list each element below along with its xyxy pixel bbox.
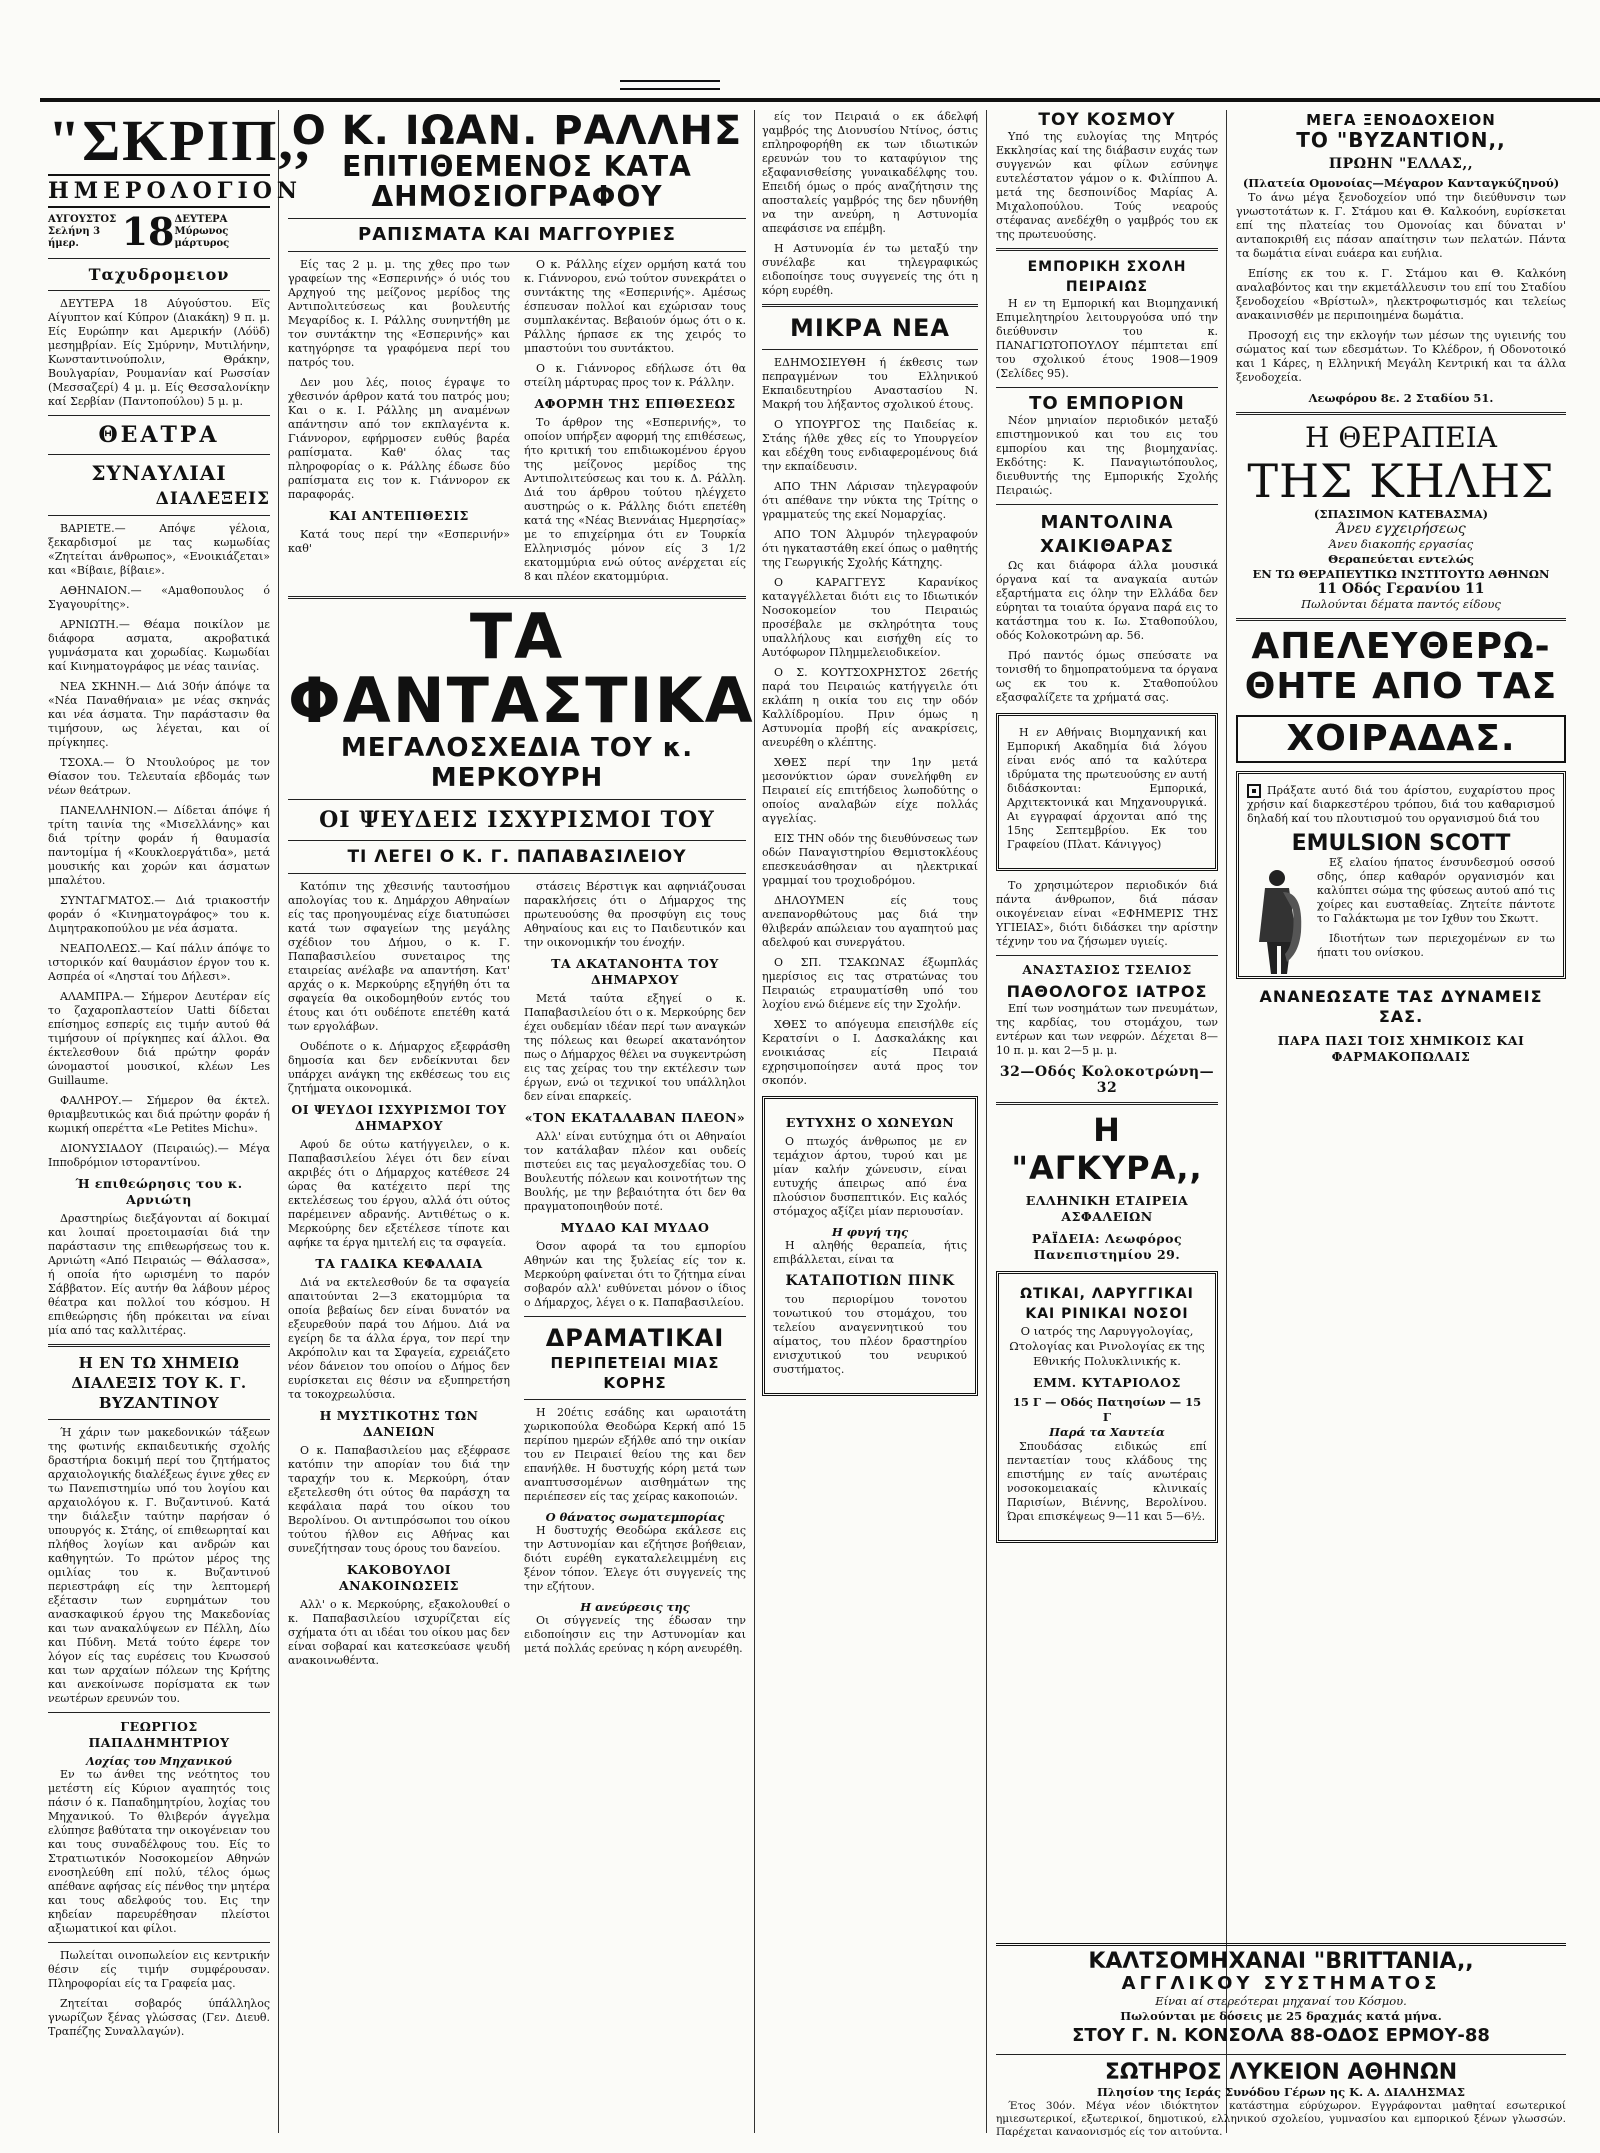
chem-text: Ή χάριν των μακεδονικών τάξεων της φωτινής εκπαιδευτικής σχολής δραστήρια δοκιμή περί του ζητήματος αρχαιολογικής διαλέξεως έγινε χθες εν τω Πανεπιστημίω υπό του λογίου και αρχαιολόγου κ. Γ. Βυζαντινού. Κατά την διάλεξιν ταύτην παρήσαν ό υπουργός κ. Στάης, οί επιθεωρηταί και πλήθος λογίων και ανδρών και καθηγητών. Το πρώτον μέρος της ομιλίας του κ. Βυζαντινού περιεστράφη είς την λεπτομερή εξέτασιν των ευρημάτων του ανασκαφικού έργου της Μακεδονίας και των ανακαλύψεων εν Πέλλη, Δίω και Πύδνη. Μετά τούτο έφερε τον λόγον είς τας ευρέσεις του Κνωσσού και των αρχαίων πόλεων της Κρήτης και ανεκοίνωσε πορίσματα εκ των νεωτέρων ερευνών του.	[48, 1426, 270, 1705]
hotel-name: ΤΟ "ΒΥΖΑΝΤΙΟΝ,,	[1296, 128, 1506, 152]
lyceum-text: Πλησίον της Ιεράς Συνόδου Γέρων ης Κ. Α. ΔΙΑΛΗΣΜΑΣ	[1096, 2085, 1465, 2099]
emporion-heading: ΤΟ ΕΜΠΟΡΙΟΝ	[1029, 393, 1185, 414]
news-item: Ο ΥΠΟΥΡΓΟΣ της Παιδείας κ. Στάης ήλθε χθες είς το Υπουργείον και εδέχθη τους ενδιαφερομένους διά την εκπαίδευσιν.	[762, 418, 978, 473]
news-item: ΑΠΟ ΤΟΝ Άλμυρόν τηλεγραφούν ότι ηγκαταστάθη εκεί όπως ο μαθητής της Γεωργικής Σχολής Κάτηχης.	[762, 528, 978, 569]
school-text: Η εν τη Εμπορική και Βιομηχανική Επιμελητηρίου λειτουργούσα υπό την διεύθυνσιν του κ. ΠΑΝΑΓΙΩΤΟΠΟΥΛΟΥ πέμπτεται επί του σχολικού έτους 1908—1909 (Σελίδες 95).	[996, 297, 1218, 380]
pseudo-heading: ΟΙ ΨΕΥΔΟΙ ΙΣΧΥΡΙΣΜΟΙ ΤΟΥ ΔΗΜΑΡΧΟΥ	[291, 1102, 507, 1133]
dram-subheadline: ΠΕΡΙΠΕΤΕΙΑΙ ΜΙΑΣ ΚΟΡΗΣ	[550, 1354, 720, 1392]
hotel-text: Το άνω μέγα ξενοδοχείον υπό την διεύθυνσιν των γνωστοτάτων κ. Γ. Στάμου και Θ. Καλκοόνη, ευρίσκεται επί της πλατείας του Ομονοίας και δύναται ν' ανταποκριθή εις πάσαν απαίτησιν των πελατών. Πάντα τα δωμάτια είναι ευάερα και ευήλια.	[1236, 191, 1566, 260]
akat-text: Μετά ταύτα εξηγεί ο κ. Παπαβασιλείου ότι ο κ. Μερκούρης δεν έχει ουδεμίαν ιδέαν περί των αναγκών της πόλεως και θεωρεί ακατανόητον πως ο Δήμαρχος θέλει να συγκεντρώση εις τας χείρας του την εκτέλεσιν των έργων, ενώ οι τεχνικοί του υπάλληλοι δεν είναι επαρκείς.	[524, 992, 746, 1103]
post-heading: Ταχυδρομειον	[88, 265, 230, 284]
ankyra-subheading: ΕΛΛΗΝΙΚΗ ΕΤΑΙΡΕΙΑ ΑΣΦΑΛΕΙΩΝ	[1025, 1193, 1189, 1224]
lyceum-heading: ΣΩΤΗΡΟΣ ΛΥΚΕΙΟΝ ΑΘΗΝΩΝ	[1104, 2060, 1458, 2085]
column-ads	[1236, 110, 1566, 1953]
date-day: 18	[121, 209, 175, 254]
brittania-heading: ΚΑΛΤΣΟΜΗΧΑΝΑΙ "BRITTANIA,,	[1088, 1949, 1474, 1974]
fisherman-with-fish-icon	[1247, 862, 1309, 980]
bottom-ads	[996, 1943, 1566, 2138]
theatre-entry: ΦΑΛΗΡΟΥ.— Σήμερον θα έκτελ. θριαμβευτικώς και διά πρώτην φοράν ή κωμική οπερέττα «Le Petites Michu».	[48, 1094, 270, 1135]
date-saint: Μύρωνος μάρτυρος	[174, 226, 230, 249]
theatre-entry: ΑΡΝΙΩΤΗ.— Θέαμα ποικίλον με διάφορα ασματα, ακροβατικά γυμνάσματα και χορωδίας. Κωμωδίαι καί Κινηματογράφος με νέας ταινίας.	[48, 618, 270, 673]
therapy-sub: (ΣΠΑΣΙΜΟΝ ΚΑΤΕΒΑΣΜΑ)	[1313, 507, 1489, 521]
mydo-text: Όσον αφορά τα του εμπορίου Αθηνών και της ξυλείας είς τον κ. Μερκούρη φαίνεται ότι το ζήτημα είναι σοβαρόν αλλ' ευθύνεται μόνον ο ίδιος ο Δήμαρχος, λέγει ο κ. Παπαβασιλείου.	[524, 1240, 746, 1309]
arniotis-heading: Ή επιθεώρησις του κ. Αρνιώτη	[75, 1176, 243, 1207]
news-item: ΔΗΛΟΥΜΕΝ είς τους ανεπανορθώτους μας διά την θλιβεράν απώλειαν του αγαπητού μας αδελφού και συνεργάτου.	[762, 894, 978, 949]
top-rule-mark	[620, 88, 720, 90]
brittania-text: Είναι αί στερεότεραι μηχαναί του Κόσμου.	[1155, 1994, 1407, 2008]
akat-heading: ΤΑ ΑΚΑΤΑΝΟΗΤΑ ΤΟΥ ΔΗΜΑΡΧΟΥ	[551, 956, 719, 987]
mandolin-text: Ως και διάφορα άλλα μουσικά όργανα καί τα αναγκαία αυτών εξαρτήματα εις όλην την Ελλάδα δεν εύρηται τα τοιαύτα όργανα παρά εις το κατάστημα του κ. Ιω. Σταθοπούλου, οδός Κολοκοτρώνη αρ. 56.	[996, 559, 1218, 642]
aformi-text: Το άρθρον της «Εσπερινής», το οποίον υπήρξεν αφορμή της επιθέσεως, ήτο κριτική του επιδιωκομένου έργου της μείζονος μερίδος της Αντιπολιτεύσεως και του κ. Δ. Ράλλη. Διά του άρθρου τούτου ηλέγχετο αυστηρώς ο κ. Ράλλης διότι επετέθη κατά της «Νέας Βιεννάιας Ημερησίας» με το επιχείρημα ότι εν Τουρκία Ελληνισμός μόνον είς 3 1/2 εκατομμύρια ενώ ούτος ανέρχεται είς 8 και πλέον εκατομμύρια.	[524, 416, 746, 583]
mandolin-text: Πρό παντός όμως σπεύσατε να τονισθή το δημοπρατούμενα τα όργανα ως εκ του κ. Σταθοπούλου εξασφαλίζετε τα χρήματά σας.	[996, 649, 1218, 704]
top-rule-mark	[620, 80, 720, 82]
scott-text: Ιδιοτήτων των περιεχομένων εν τω ήπατι του ονίσκου.	[1317, 932, 1555, 959]
academy-ad	[996, 713, 1218, 871]
fantastika-headline: ΤΑ ΦΑΝΤΑΣΤΙΚΑ	[288, 600, 755, 737]
rallis-headline-2: ΕΠΙΤΙΘΕΜΕΝΟΣ ΚΑΤΑ ΔΗΜΟΣΙΟΓΡΑΦΟΥ	[342, 150, 692, 213]
merkouris-text: στάσεις Βέρστιγκ και αφηνιάζουσαι παρακλήσεις ότι ο Δήμαρχος της πρωτευούσης θα προσφύγη εις τους Αθηναίους και εις το Παιδευτικόν και την οικονομικήν του ένοχήν.	[524, 880, 746, 949]
kosmos-heading: ΤΟΥ ΚΟΣΜΟΥ	[1038, 110, 1176, 130]
arniotis-text: Δραστηρίως διεξάγονται αί δοκιμαί και λοιπαί προετοιμασίαι διά την παράστασιν της επιθεωρήσεως του κ. Αρνιώτη «Από Πειραιώς — Θάλασσα», ή οποία ήτο ωρισμένη το παρόν Σάββατον. Είς αυτήν θα λάβουν μέρος θέατρα και πολλοί του κόσμου. Η επιθεώρησις ήδη πρόκειται να είναι μία από τας καλλιτέρας.	[48, 1212, 270, 1337]
mydo-heading: ΜΥΔΑΟ ΚΑΙ ΜΥΔΑΟ	[560, 1220, 710, 1235]
column-divider	[1226, 110, 1227, 2133]
lyceum-text: Έτος 30όν. Μέγα νέον ιδιόκτητον κατάστημα εύρύχωρον. Εγγράφονται μαθηταί εσωτερικοί ημιεσωτερικοί, εξωτερικοί, δημοτικού, ελληνικού σχολείου, γυμνασίου και εμπορικού ξένων γλωσσών. Παρέχεται καναονισμός είς τον αιτούντα.	[996, 2100, 1566, 2138]
kosmos-text: Υπό της ευλογίας της Μητρός Εκκλησίας καί της διάβασιν ευχάς των συγγενών και φίλων εσύνηψε ευτελέστατον γάμον ο κ. Φιλίππου Α. μετά της δεσποινίδος Μαρίας Α. Μιχαλοπούλου. Τούς νεαρούς στέφανας ανεδέχθη ο γαμβρός του εκ της πρωτευούσης.	[996, 130, 1218, 241]
news-item: ΧΘΕΣ περί την 1ην μετά μεσονύκτιον ώραν συνελήφθη εν Πειραιεί είς επιτήδειος λωποδύτης ο οποίος αναλαβών είχε πολλάς αγγελίας.	[762, 756, 978, 825]
theatre-entry: ΤΣΟΧΑ.— Ό Ντουλούρος με τον Θίασον του. Τελευταία εβδομάς των νέων θεάτρων.	[48, 756, 270, 797]
antep-heading: ΚΑΙ ΑΝΤΕΠΙΘΕΣΙΣ	[329, 508, 469, 523]
tagd-heading: ΤΑ ΓΑΔΙΚΑ ΚΕΦΑΛΑΙΑ	[315, 1256, 483, 1271]
classified: Ζητείται σοβαρός ύπάλληλος γνωρίζων ξένας γλώσσας (Γεν. Διευθ. Τραπέζης Συναλλαγών).	[48, 1997, 270, 2038]
news-item: ΑΠΟ ΤΗΝ Λάρισαν τηλεγραφούν ότι απέθανε την νύκτα της Τρίτης ο γραμματεύς της εκεί Νομαρχίας.	[762, 480, 978, 521]
news-item: Ο ΚΑΡΑΓΓΕΥΣ Καρανίκος καταγγέλλεται διότι εις το Ιδιωτικόν Νοσοκομείον του Πειραιώς προσέβαλε με σκληρότητα τους υπαλλήλους και εισήχθη είς το Αυτόφωρον Πλημμελειοδικείον.	[762, 576, 978, 659]
story-text: είς τον Πειραιά ο εκ άδελφή γαμβρός της Διονυσίου Ντίνος, όστις επληροφορήθη εκ των ιδιωτικών ερευνών του το καταφύγιον της εξαφανισθείσης γυναικαδέλφης του. Επειδή όμως ο πρός αναζήτησιν της αποσταλείς γαμβρός της δεν ηδυνήθη να την ανεύρη, η Αστυνομία απεφάσισε να επέμβη.	[762, 110, 978, 235]
theatre-entry: ΝΕΑ ΣΚΗΝΗ.— Διά 30ήν άπόψε τα «Νέα Παναθήναια» με νέας σκηνάς και νέα άσματα. Την παράστασιν θα τιμήσουν, ως λέγεται, και οί πρίγκηπες.	[48, 680, 270, 749]
merkouris-text: Κατόπιν της χθεσινής ταυτοσήμου απολογίας του κ. Δημάρχου Αθηναίων είς τας προηγουμένας είχε διατυπώσει κατά των σφαγείων της μεγάλης σχέδιον του Δήμου, ο κ. Γ. Παπαβασιλείου συνεταιρος της εταιρείας ανέλαβε να απαντήση. Κατ' αρχάς ο κ. Μερκούρης εξηγήθη ότι τα σφαγεία θα οικοδομηθούν εντός του έτους και ότι ουδέποτε επετέθη κατά των εργολάβων.	[288, 880, 510, 1033]
column-divider	[986, 110, 987, 2133]
dram-text: Η 20έτις εσάδης και ωραιοτάτη χωρικοπούλα Θεοδώρα Κερκή από 15 περίπου ημερών εξήλθε από την οικίαν του εν Πειραιεί θείου της και δεν επανήλθε. Η δυστυχής κόρη μετά των αναπτυσσομένων αισθημάτων της περιέπεσεν είς τας χείρας κακοποιών.	[524, 1406, 746, 1503]
rallis-subheadline: ΡΑΠΙΣΜΑΤΑ ΚΑΙ ΜΑΓΓΟΥΡΙΕΣ	[358, 224, 676, 245]
myst-heading: Η ΜΥΣΤΙΚΟΤΗΣ ΤΩΝ ΔΑΝΕΙΩΝ	[319, 1408, 479, 1439]
hotel-address-2: Λεωφόρου 8ε. 2 Σταδίου 51.	[1308, 391, 1494, 405]
calendar-subhead: ΗΜΕΡΟΛΟΓΙΟΝ	[48, 174, 270, 208]
calendar-masthead: "ΣΚΡΙΠ,,	[48, 108, 312, 173]
news-item: ΕΙΣ ΤΗΝ οδόν της διευθύνσεως των οδών Παναγιστηρίου Θεμιστοκλέους επεσκευάσθησαν αι ηλεκτρικαί γραμμαί του τροχιοδρόμου.	[762, 832, 978, 887]
pink-text: του περιορίμου τονοτου τονωτικού του στομάχου, του τελείου αναγεννητικού του αίματος, του πλέον δραστηρίου ενισχυτικού του νευρικού συστήματος.	[773, 1293, 967, 1376]
ankyra-address: ΡΑΪΔΕΙΑ: Λεωφόρος Πανεπιστημίου 29.	[1031, 1231, 1183, 1262]
mikra-heading: ΜΙΚΡΑ ΝΕΑ	[790, 314, 950, 342]
free-box	[1236, 715, 1566, 763]
scott-name: EMULSION SCOTT	[1291, 831, 1511, 856]
merkouris-text: Ουδέποτε ο κ. Δήμαρχος εξεφράσθη δημοσία και δεν ενδείκνυται δεν υπάρχει ανάγκη της εκθέσεως του εις ζητήματα οικονομικά.	[288, 1040, 510, 1095]
tagd-text: Διά να εκτελεσθούν δε τα σφαγεία απαιτούνται 2—3 εκατομμύρια τα οποία βεβαίως δεν είναι δυνατόν να εξευρεθούν παρά του Δήμου. Διά να εγείρη δε τα άλλα έργα, τον περί την Ακρόπολιν και τα Σφαγεία, εχρειάζετο νέον δάνειον του οποίου ο Δήμος δεν ευρίσκεται εις θέσιν να εξυπηρετήση τα τοκοχρεωλύσια.	[288, 1276, 510, 1401]
rallis-text: Ο κ. Γιάννορος εδήλωσε ότι θα στείλη μάρτυρας προς τον κ. Ράλλην.	[524, 362, 746, 389]
oto-text: Ο ιατρός της Λαρυγγολογίας, Ωτολογίας και Ρινολογίας εκ της Εθνικής Πολυκλινικής κ.	[1009, 1324, 1205, 1368]
hotel-text: Επίσης εκ του κ. Γ. Στάμου και Θ. Καλκόνη αναλαβόντος και την εκμετάλλευσιν του επί του Σταδίου ξενοδοχείου «Βρίστωλ», ηλεκτροφωτισμός και τελείως ανακαινισθέν με περιποιημένα δωμάτια.	[1236, 267, 1566, 322]
checkbox-ornament-icon	[1247, 784, 1261, 798]
therapy-line: ΕΝ ΤΩ ΘΕΡΑΠΕΥΤΙΚΩ ΙΝΣΤΙΤΟΥΤΩ ΑΘΗΝΩΝ	[1252, 567, 1550, 581]
oto-subheading: Παρά τα Χαυτεία	[1049, 1425, 1165, 1439]
dateline	[48, 209, 270, 254]
date-month: ΑΥΓΟΥΣΤΟΣ	[48, 214, 117, 225]
school-heading: ΕΜΠΟΡΙΚΗ ΣΧΟΛΗ ΠΕΙΡΑΙΩΣ	[1027, 259, 1187, 295]
story-text: Η Αστυνομία έν τω μεταξύ την συνέλαβε και τηλεγραφικώς ειδοποίησε τους συγγενείς της ότι η κόρη ευρέθη.	[762, 242, 978, 297]
scott-text: Εξ ελαίου ήπατος ένσυνδεσμού οσσού σδης, όπερ καθαρόν οργανισμόν και καλύπτει σώμα της φύσεως αυτού από τις χοίρες και ευσταθείας. Ζητείτε πάντοτε το Γαλάκτωμα με τον Ιχθυν του Σκωττ.	[1317, 856, 1555, 925]
oto-address: 15 Γ — Οδός Πατησίων — 15 Γ	[1012, 1395, 1202, 1424]
eytyx-subhead: Η φυγή της	[831, 1225, 909, 1239]
theatre-entry: ΑΛΑΜΠΡΑ.— Σήμερον Δευτέραν είς το ζαχαροπλαστείον Uatti δίδεται επίσημος εσπερίς εις τιμήν αυτού θά τιμήσουν οί πρίγκηπες καί άλλοι. Θα έκτελεσθουν διά πρώτην φοράν ώνομαστοί μουσικοί, κλέων Les Guillaume.	[48, 990, 270, 1087]
classified: Πωλείται οινοπωλείον εις κεντρικήν θέσιν είς τιμήν συμφέρουσαν. Πληροφορίαι είς τα Γραφεία μας.	[48, 1949, 270, 1990]
column-divider	[278, 110, 279, 2133]
hotel-text: Προσοχή εις την εκλογήν των μέσων της υγιεινής του σώματος καί των εδεσμάτων. Το Κλέδρον, ή Οδονοτοικό και 1 Κάρες, η Ελληνική Μεγάλη Κεντρική και τα άλλα ξενοδοχεία.	[1236, 329, 1566, 384]
antep-text: Κατά τους περί την «Εσπερινήν» καθ'	[288, 528, 510, 555]
column-main	[288, 108, 755, 2133]
column-calendar	[48, 108, 312, 2133]
oto-text: Σπουδάσας ειδικώς επί πενταετίαν τους κλάδους της επιστήμης εν ταίς ανωτέραις νοσοκομειακαίς κλινικαίς Παρισίων, Βιέννης, Βερολίνου. Ώραι επισκέψεως 9—11 και 5—6½.	[1007, 1440, 1207, 1523]
mandolin-heading: ΜΑΝΤΟΛΙΝΑ ΧΑΙΚΙΘΑΡΑΣ	[1040, 512, 1174, 557]
therapy-line: 11 Οδός Γερανίου 11	[1317, 581, 1485, 597]
date-moon: Σελήνη 3 ήμερ.	[48, 226, 101, 249]
therapy-line: Πωλούνται δέματα παντός είδους	[1301, 597, 1501, 611]
brittania-address: ΣΤΟΥ Γ. Ν. ΚΟΝΣΟΛΑ 88-ΟΔΟΣ ΕΡΜΟΥ-88	[1072, 2025, 1490, 2046]
dram-text: Η δυστυχής Θεοδώρα εκάλεσε εις την Αστυνομίαν και εζήτησε βοήθειαν, διότι ευρέθη εγκαταλελειμμένη εις ξένον τόπον. Έλεγε ότι συγγενείς της την εζήτουν.	[524, 1524, 746, 1593]
rallis-text: Είς τας 2 μ. μ. της χθες προ των γραφείων της «Εσπερινής» ό υιός του Αρχηγού της μείζονος μερίδος της Αντιπολιτεύσεως και βουλευτής Μεγαρίδος κ. Ι. Ράλλης συνηντήθη με τον συντάκτην της «Εσπερινής» και κατηγόρησε τα γραφόμενα περί του πατρός του.	[288, 258, 510, 369]
dram-subhead-3: Η ανεύρεσις της	[580, 1600, 690, 1614]
emporion-text: Νέον μηνιαίον περιοδικόν μεταξύ επιστημονικού και του εις του εμπορίου και της βιομηχανίας. Εκδότης: Κ. Παναγιωτόπουλος, διευθυντής της Εμπορικής Σχολής Πειραιώς.	[996, 414, 1218, 497]
scott-text: Πράξατε αυτό διά του άρίστου, ευχαρίστου προς χρήσιν καί διαρκεστέρου τρόπου, διά του καθαρισμού δηλαδή καί του πλουτισμού του οργανισμού διά του	[1247, 784, 1555, 825]
ankyra-heading: Η "ΑΓΚΥΡΑ,,	[1011, 1111, 1203, 1187]
therapy-line: Άνευ εγχειρήσεως	[1336, 521, 1466, 537]
oto-heading: ΩΤΙΚΑΙ, ΛΑΡΥΓΓΙΚΑΙ ΚΑΙ ΡΙΝΙΚΑΙ ΝΟΣΟΙ	[1020, 1286, 1194, 1322]
oto-ad	[996, 1271, 1218, 1543]
rallis-headline: Ο Κ. ΙΩΑΝ. ΡΑΛΛΗΣ	[291, 108, 743, 154]
news-item: ΕΔΗΜΟΣΙΕΥΘΗ ή έκθεσις των πεπραγμένων του Ελληνικού Εκπαιδευτηρίου Αναστασίου Ν. Μακρή του λήξαντος σχολικού έτους.	[762, 356, 978, 411]
dram-subhead-2: Ο θάνατος σωματεμπορίας	[545, 1510, 725, 1524]
pink-heading: ΚΑΤΑΠΟΤΙΩΝ ΠΙΝΚ	[785, 1273, 955, 1289]
fantastika-subheadline: ΜΕΓΑΛΟΣΧΕΔΙΑ ΤΟΥ κ. ΜΕΡΚΟΥΡΗ	[340, 733, 694, 793]
myst-text: Ο κ. Παπαβασιλείου μας εξέφρασε κατόπιν την απορίαν του διά την ταραχήν του κ. Μερκούρη, όταν εξετελεσθη ότι ούτος θα παράσχη τα κεφάλαια παρά του οίκου του Βερολίνου. Οι αντιπρόσωποι του οίκου τούτου ήλθον εις Αθήνας και συνεζήτησαν τους όρους του δανείου.	[288, 1444, 510, 1555]
papad-text: Εν τω άνθει της νεότητος του μετέστη είς Κύριον αγαπητός τοις πάσιν ό κ. Παπαδημητρίου, λοχίας του Μηχανικού. Το θλιβερόν άγγελμα ελύπησε βαθύτατα την οικογένειαν του και τους συναδέλφους του. Είς το Στρατιωτικόν Νοσοκομείον Αθηνών ενοσηλεύθη επί πολύ, τέλος όμως απέθανε αφήσας είς πένθος την μητέρα και τους αδελφούς του. Εις την κηδείαν παρευρέθησαν πλείστοι αξιωματικοί και φίλοι.	[48, 1768, 270, 1935]
hotel-previous-name: ΠΡΩΗΝ "ΕΛΛΑΣ,,	[1328, 156, 1474, 172]
tselios-subheading: ΠΑΘΟΛΟΓΟΣ ΙΑΤΡΟΣ	[1006, 982, 1208, 1001]
ekatal-text: Αλλ' είναι ευτύχημα ότι οι Αθηναίοι τον κατάλαβαν πλέον και ουδείς πιστεύει εις τας μεγαλοσχεδίας του. Ο Βουλευτής πόλεων και κοινοτήτων της Βουλής, με την βεβαιότητα ότι δεν θα πραγματοποιηθούν ποτέ.	[524, 1130, 746, 1213]
dram-text: Οι σύγγενείς της έδωσαν την ειδοποίησιν εις την Αστυνομίαν και μετά πολλάς ερεύνας η κόρη ανευρέθη.	[524, 1614, 746, 1655]
oto-name: ΕΜΜ. ΚΥΤΑΡΙΟΛΟΣ	[1033, 1375, 1181, 1390]
news-item: Ο ΣΠ. ΤΣΑΚΩΝΑΣ έξωμπλάς ημερίσιος εις τας στρατώνας του Πειραιώς ετραυματίσθη υπό του λοχίου ενώ διέμενε είς την Σχολήν.	[762, 956, 978, 1011]
theatre-entry: ΑΘΗΝΑΙΟΝ.— «Αμαθοπουλος ό Σγαγουρίτης».	[48, 584, 270, 611]
page-top-rule	[40, 98, 1600, 102]
therapy-line: Άνευ διακοπής εργασίας	[1328, 537, 1474, 551]
dram-headline: ΔΡΑΜΑΤΙΚΑΙ	[545, 1324, 725, 1352]
rallis-text: Δεν μου λές, ποιος έγραψε το χθεσινόν άρθρον κατά του πατρός μου; Και ο κ. Ι. Ράλλης μη αναμένων απάντησιν από τον εκπλαγέντα κ. Γιάννορον, εφήρμοσεν ευθύς βαρέα ραπίσματα. Καθ' όλας τας πληροφορίας ο κ. Ράλλης έδωσε δύο ραπίσματα εις τον κ. Γιάννορον εκ παραφοράς.	[288, 376, 510, 501]
restore-subheading: ΠΑΡΑ ΠΑΣΙ ΤΟΙΣ ΧΗΜΙΚΟΙΣ ΚΑΙ ΦΑΡΜΑΚΟΠΩΛΑΙΣ	[1277, 1033, 1525, 1064]
papad-subheading: Λοχίας του Μηχανικού	[86, 1755, 232, 1768]
theatre-entry: ΣΥΝΤΑΓΜΑΤΟΣ.— Διά τριακοστήν φοράν ό «Κινηματογράφος» του κ. Διμητρακοπούλου με νέα άσματα.	[48, 894, 270, 935]
fantastika-subheadline-3: ΤΙ ΛΕΓΕΙ Ο Κ. Γ. ΠΑΠΑΒΑΣΙΛΕΙΟΥ	[347, 847, 687, 867]
chem-heading: Η ΕΝ ΤΩ ΧΗΜΕΙΩ ΔΙΑΛΕΞΙΣ ΤΟΥ Κ. Γ. ΒΥΖΑΝΤΙΝΟΥ	[71, 1354, 247, 1412]
free-heading: ΘΗΤΕ ΑΠΟ ΤΑΣ	[1244, 666, 1558, 707]
eytyx-text: Η αληθής θεραπεία, ήτις επιβάλλεται, είναι τα	[773, 1239, 967, 1266]
rallis-text: Ο κ. Ράλλης είχεν ορμήση κατά του κ. Γιάννορου, ενώ τούτον συνεκράτει ο συντάκτης της «Εσπερινής». Αμέσως έσπευσαν πολλοί και εχώρισαν τους συμπλακέντας. Βεβαιούν όμως ότι ο κ. Ράλλης ήρπασε εκ της χειρός το μπαστούνι του συντάκτου.	[524, 258, 746, 355]
hotel-heading: ΜΕΓΑ ΞΕΝΟΔΟΧΕΙΟΝ	[1306, 111, 1496, 129]
concerts-heading: ΣΥΝΑΥΛΙΑΙ	[91, 461, 227, 485]
therapy-heading: Η ΘΕΡΑΠΕΙΑ	[1305, 421, 1497, 454]
therapy-big: ΤΗΣ ΚΗΛΗΣ	[1247, 454, 1555, 508]
hygeia-text: Το χρησιμώτερον περιοδικόν διά πάντα άνθρωπον, διά πάσαν οικογένειαν είναι «ΕΦΗΜΕΡΙΣ ΤΗΣ ΥΓΙΕΙΑΣ», διότι διδάσκει την αρίστην τέχνην του να ζήσωμεν υγιείς.	[996, 879, 1218, 948]
theatre-entry: ΒΑΡΙΕΤΕ.— Απόψε γέλοια, ξεκαρδισμοί με τας κωμωδίας «Ζητείται άνθρωπος», «Ενοικιάζεται» και «Βίβαιε, βίβαιε».	[48, 522, 270, 577]
theatre-entry: ΔΙΟΝΥΣΙΑΔΟΥ (Πειραιώς).— Μέγα Ιπποδρόμιον ιστοραντίνου.	[48, 1142, 270, 1169]
hotel-address: (Πλατεία Ομονοίας—Μέγαρον Κανταγκύζηνού)	[1242, 176, 1560, 190]
scott-ad	[1236, 771, 1566, 979]
news-item: Ο Σ. ΚΟΥΤΣΟΧΡΗΣΤΟΣ 26ετής παρά του Πειραιώς κατήγγειλε ότι εκλάπη η οικία του εις την οδόν Καλλίδρομίου. Πριν όμως η Αστυνομία προβή είς ανακρίσεις, ανευρέθη ο κλέπτης.	[762, 666, 978, 749]
fantastika-subheadline-2: ΟΙ ΨΕΥΔΕΙΣ ΙΣΧΥΡΙΣΜΟΙ ΤΟΥ	[319, 807, 715, 833]
column-news	[762, 110, 978, 2133]
lectures-heading: ΔΙΑΛΕΞΕΙΣ	[155, 489, 270, 509]
theatre-heading: ΘΕΑΤΡΑ	[98, 422, 220, 448]
column-society	[996, 110, 1218, 2133]
brittania-subheading: ΑΓΓΛΙΚΟΥ ΣΥΣΤΗΜΑΤΟΣ	[1121, 1973, 1441, 1994]
tselios-address: 32—Οδός Κολοκοτρώνη—32	[999, 1064, 1215, 1096]
date-weekday: ΔΕΥΤΕΡΑ	[174, 214, 228, 225]
kakob-text: Αλλ' ο κ. Μερκούρης, εξακολουθεί ο κ. Παπαβασιλείου ισχυρίζεται είς σχήματα ότι αι ιδέαι του οίκου μας δεν είναι σοβαραί και κατεσκεύασε ψευδή ανακοινωθέντα.	[288, 1598, 510, 1667]
news-item: ΧΘΕΣ το απόγευμα επεισήλθε είς Κερατσίνι ο Ι. Δασκαλάκης και ενοικιάσας είς Πειραιά εχρησιμοποίησεν αυτά προς τον σκοπόν.	[762, 1018, 978, 1087]
academy-text: Η εν Αθήναις Βιομηχανική και Εμπορική Ακαδημία διά λόγου είναι ενός από τα καλύτερα ιδρύματα της πρωτευούσης εν αυτή διδάσκονται: Εμπορικά, Αρχιτεκτονικά και Μηχανουργικά. Αι εγγραφαί άρχονται από της 15ης Σεπτεμβρίου. Εκ του Γραφείου (Πλατ. Κάνιγγος)	[1007, 726, 1207, 851]
eytyx-text: Ο πτωχός άνθρωπος με εν τεμάχιον άρτου, τυρού και με μίαν καλήν χώνευσιν, είναι ευτυχής άπειρως από ένα πλούσιον δυσπεπτικόν. Εις καλός στόμαχος αξίζει μίαν περιουσίαν.	[773, 1135, 967, 1218]
column-divider	[754, 110, 755, 2133]
therapy-line: Θεραπεύεται εντελώς	[1328, 552, 1474, 566]
post-text: ΔΕΥΤΕΡΑ 18 Αύγούστου. Εϊς Αίγυπτον καί Κύπρον (Διακάκη) 9 π. μ. Είς Ευρώπην και Αμερικήν (Λόϋδ) μεσημβρίαν. Είς Σμύρνην, Μυτιλήνην, Κωνσταντινούπολιν, Θράκην, Βουλγαρίαν, Ρουμανίαν καί Ρωσσίαν (Μεσσαζερί) 4 μ. μ. Είς Θεσσαλονίκην καί Σερβίαν (Παντοπούλου) 5 μ. μ.	[48, 297, 270, 408]
restore-heading: ΑΝΑΝΕΩΣΑΤΕ ΤΑΣ ΔΥΝΑΜΕΙΣ ΣΑΣ.	[1259, 987, 1543, 1026]
ekatal-heading: «ΤΟΝ ΕΚΑΤΑΛΑΒΑΝ ΠΛΕΟΝ»	[524, 1110, 746, 1125]
theatre-entry: ΠΑΝΕΛΛΗΝΙΟΝ.— Δίδεται άπόψε ή τρίτη ταινία της «Μισελλάνης» και διά τρίτην φοράν ή θαυμασία παντομίμα ή «Κουκλοεργάτιδα», μετά μουσικής και χορών και άσματων μπαλέτου.	[48, 804, 270, 887]
free-heading: ΧΟΙΡΑΔΑΣ.	[1286, 718, 1516, 759]
theatre-entry: ΝΕΑΠΟΛΕΩΣ.— Καί πάλιν άπόψε το ιστορικόν καί θαυμάσιον έργον του κ. Ασπρέα οί «Λησταί του Δήλεσι».	[48, 942, 270, 983]
tselios-heading: ΑΝΑΣΤΑΣΙΟΣ ΤΣΕΛΙΟΣ	[1022, 962, 1192, 977]
tselios-text: Επί των νοσημάτων των πνευμάτων, της καρδίας, του στομάχου, των εντέρων και των νεφρών. Δέχεται 8—10 π. μ. και 2—5 μ. μ.	[996, 1002, 1218, 1057]
pink-pills-ad	[762, 1096, 978, 1396]
kakob-heading: ΚΑΚΟΒΟΥΛΟΙ ΑΝΑΚΟΙΝΩΣΕΙΣ	[338, 1562, 460, 1593]
pseudo-text: Αφού δε ούτω κατήγγειλεν, ο κ. Παπαβασιλείου λέγει ότι δεν είναι ακριβές ότι ο Δήμαρχος κατέθεσε 24 ώρας θα κατέχειτο περί της εκτελέσεως του έργου, αλλά ότι ούτος παρέμεινεν αδρανής. Αντιθέτως ο κ. Μερκούρης δεν εξετέλεσε τίποτε και αφήκε τα έργα ημιτελή εις τα σφαγεία.	[288, 1138, 510, 1249]
brittania-text: Πωλούνται με δόσεις με 25 δραχμάς κατά μήνα.	[1120, 2009, 1442, 2023]
free-heading: ΑΠΕΛΕΥΘΕΡΩ-	[1251, 626, 1551, 667]
aformi-heading: ΑΦΟΡΜΗ ΤΗΣ ΕΠΙΘΕΣΕΩΣ	[534, 396, 736, 411]
papad-heading: ΓΕΩΡΓΙΟΣ ΠΑΠΑΔΗΜΗΤΡΙΟΥ	[88, 1719, 230, 1750]
eytyx-heading: ΕΥΤΥΧΗΣ Ο ΧΩΝΕΥΩΝ	[785, 1115, 955, 1130]
